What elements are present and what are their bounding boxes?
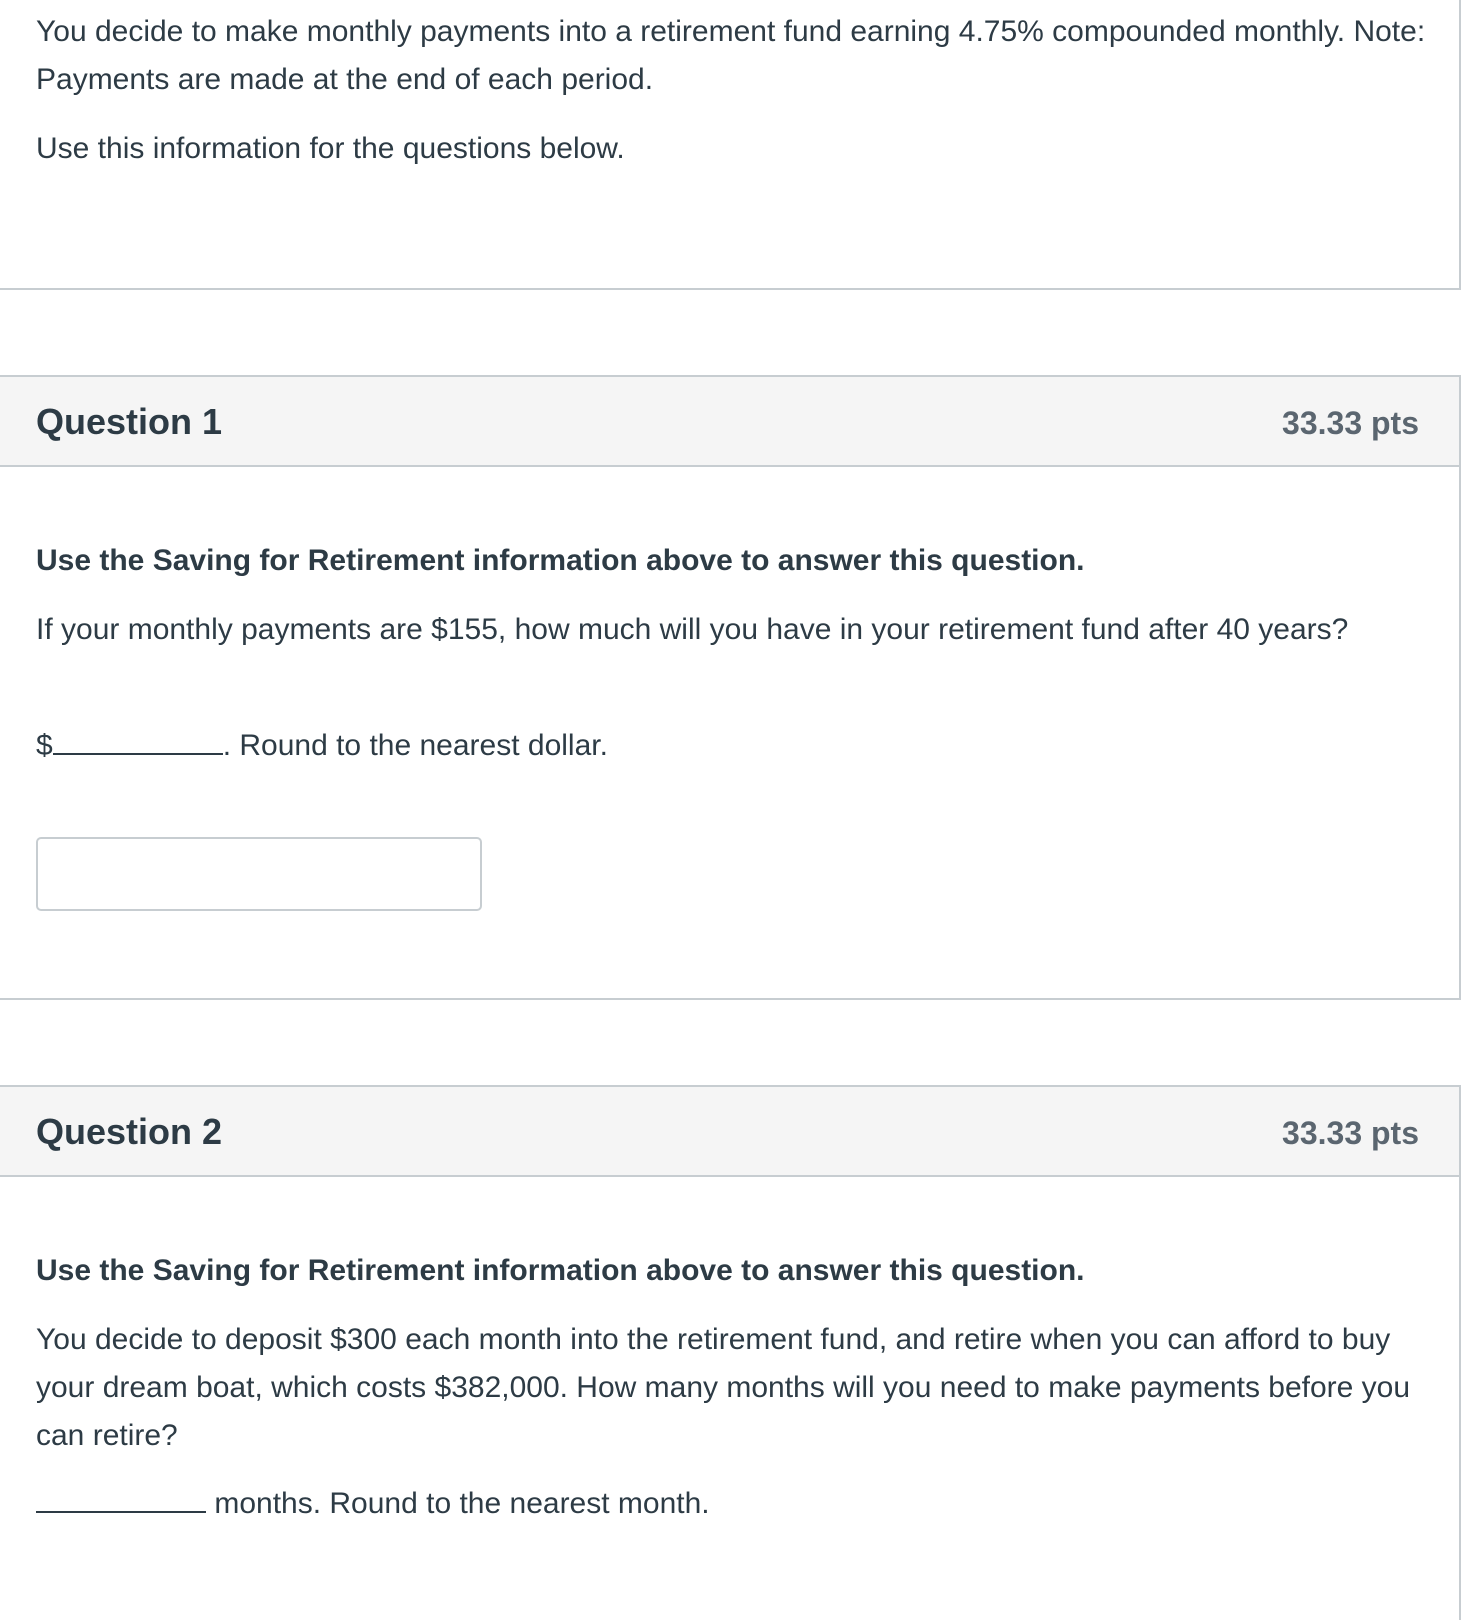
question-2-points: 33.33 pts [1282, 1115, 1419, 1151]
question-2-card [0, 1085, 1461, 1620]
dollar-sign: $ [36, 729, 53, 762]
question-1-header [0, 377, 1459, 467]
question-2-header [0, 1087, 1459, 1177]
answer-blank [53, 725, 223, 755]
rounding-instruction: months. Round to the nearest month. [206, 1487, 710, 1520]
info-panel [0, 0, 1461, 290]
question-1-answer-line [36, 722, 1426, 770]
question-1-body: If your monthly payments are $155, how much will you have in your retirement fund after 40 years? [36, 613, 1349, 646]
question-2-title: Question 2 [36, 1111, 223, 1152]
question-2-body: You decide to deposit $300 each month into the retirement fund, and retire when you can afford to buy your dream boat, which costs $382,000. How many months will you need to make payments before you can retire? [36, 1323, 1411, 1452]
question-2-answer-line [36, 1480, 1426, 1528]
question-1-answer-input[interactable] [36, 837, 482, 911]
question-2-lead: Use the Saving for Retirement information above to answer this question. [36, 1254, 1085, 1287]
question-1-card [0, 375, 1461, 1000]
intro-paragraph: You decide to make monthly payments into a retirement fund earning 4.75% compounded monthly. Note: Payments are made at the end of each period. [36, 15, 1426, 96]
intro-instruction: Use this information for the questions below. [36, 132, 625, 165]
question-1-title: Question 1 [36, 401, 223, 442]
rounding-instruction: . Round to the nearest dollar. [222, 729, 608, 762]
question-1-points: 33.33 pts [1282, 405, 1419, 441]
answer-blank [36, 1483, 206, 1513]
question-1-lead: Use the Saving for Retirement information above to answer this question. [36, 544, 1085, 577]
